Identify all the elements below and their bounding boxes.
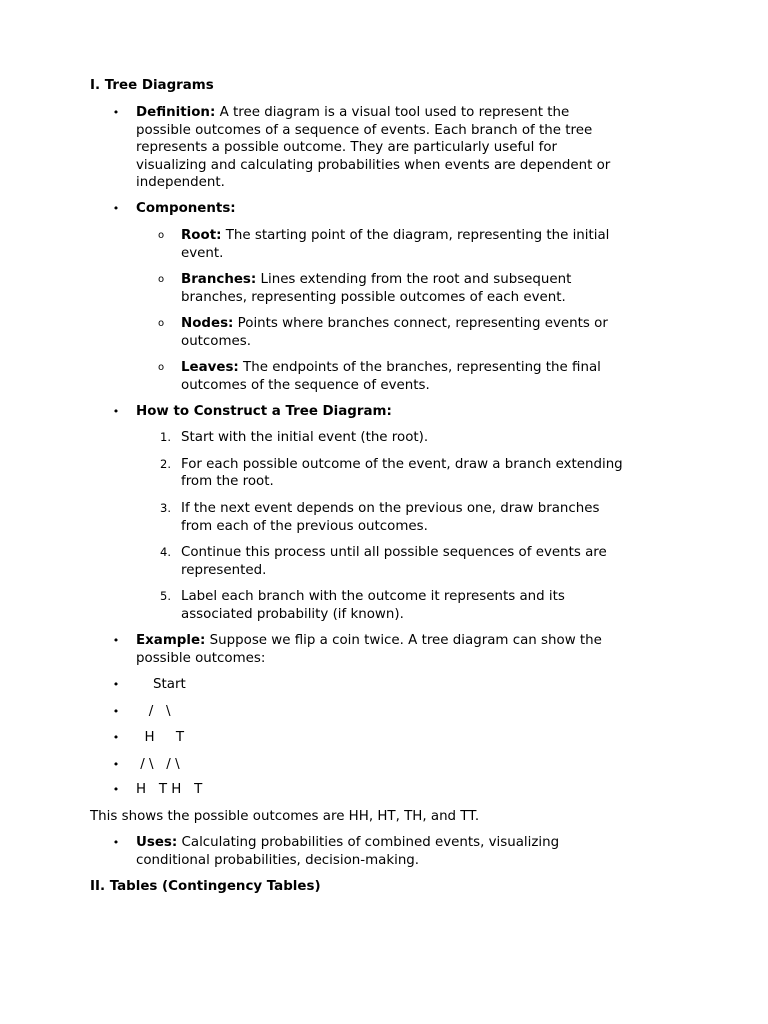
component-root-line-2: event. xyxy=(181,245,224,261)
section-heading-tables: II. Tables (Contingency Tables) xyxy=(90,879,321,894)
step-number: 1. xyxy=(160,430,171,444)
tree-line-1: Start xyxy=(136,677,186,692)
tree-line-3: H T xyxy=(136,730,185,745)
bullet: • xyxy=(112,704,120,718)
definition-label: Definition: xyxy=(136,105,216,120)
bullet: • xyxy=(112,757,120,771)
component-desc: Lines extending from the root and subsequent xyxy=(256,272,572,287)
step-1-line-1: Start with the initial event (the root). xyxy=(181,430,429,445)
component-desc: The endpoints of the branches, representing the final xyxy=(238,360,601,375)
step-2-line-2: from the root. xyxy=(181,474,274,489)
component-leaves xyxy=(181,359,601,377)
bullet: • xyxy=(112,678,120,691)
step-3-line-1: If the next event depends on the previous one, draw branches xyxy=(181,501,600,516)
component-term: Root: xyxy=(181,228,222,243)
step-4-line-2: represented. xyxy=(181,562,267,578)
component-branches xyxy=(181,271,571,289)
bullet: • xyxy=(112,783,120,796)
bullet: • xyxy=(112,202,120,215)
example-line-1 xyxy=(136,632,602,650)
example-text: Suppose we flip a coin twice. A tree diagram can show the xyxy=(205,633,602,648)
component-term: Nodes: xyxy=(181,316,234,331)
definition-text: A tree diagram is a visual tool used to represent the xyxy=(215,105,570,120)
step-number: 5. xyxy=(160,589,171,603)
component-leaves-line-2: outcomes of the sequence of events. xyxy=(181,377,430,393)
step-number: 3. xyxy=(160,501,171,515)
component-desc: Points where branches connect, representing events or xyxy=(233,316,608,331)
uses-label: Uses: xyxy=(136,835,178,850)
step-2-line-1: For each possible outcome of the event, draw a branch extending xyxy=(181,456,623,472)
sub-bullet: o xyxy=(157,274,165,285)
sub-bullet: o xyxy=(157,230,165,241)
uses-line-2: conditional probabilities, decision-making. xyxy=(136,852,420,868)
uses-text: Calculating probabilities of combined events, visualizing xyxy=(177,835,560,850)
bullet: • xyxy=(112,405,120,418)
component-root xyxy=(181,227,609,245)
tree-line-2: / \ xyxy=(136,703,171,719)
step-number: 4. xyxy=(160,545,171,559)
outcomes-paragraph: This shows the possible outcomes are HH, HT, TH, and TT. xyxy=(90,809,480,824)
component-desc: The starting point of the diagram, representing the initial xyxy=(221,228,610,243)
example-label: Example: xyxy=(136,633,206,648)
step-4-line-1: Continue this process until all possible sequences of events are xyxy=(181,545,607,560)
construct-label: How to Construct a Tree Diagram: xyxy=(136,404,392,419)
component-term: Leaves: xyxy=(181,360,239,375)
section-heading-tree-diagrams: I. Tree Diagrams xyxy=(90,78,214,93)
step-5-line-1: Label each branch with the outcome it represents and its xyxy=(181,589,565,604)
component-term: Branches: xyxy=(181,272,257,287)
component-nodes xyxy=(181,315,608,333)
step-3-line-2: from each of the previous outcomes. xyxy=(181,518,428,534)
step-number: 2. xyxy=(160,456,171,471)
definition-line-5: independent. xyxy=(136,175,225,190)
components-label: Components: xyxy=(136,201,236,216)
definition-line-3: represents a possible outcome. They are particularly useful for xyxy=(136,140,558,155)
uses-line-1 xyxy=(136,834,559,852)
definition-line-4: visualizing and calculating probabilities when events are dependent or xyxy=(136,157,611,173)
example-line-2: possible outcomes: xyxy=(136,650,266,666)
tree-line-4: / \ / \ xyxy=(136,756,180,772)
bullet: • xyxy=(112,634,120,647)
sub-bullet: o xyxy=(157,318,165,329)
bullet: • xyxy=(112,836,120,849)
definition-line-1 xyxy=(136,104,569,122)
definition-line-2: possible outcomes of a sequence of events. Each branch of the tree xyxy=(136,122,593,138)
component-branches-line-2: branches, representing possible outcomes of each event. xyxy=(181,289,566,305)
component-nodes-line-2: outcomes. xyxy=(181,333,252,349)
bullet: • xyxy=(112,731,120,744)
step-5-line-2: associated probability (if known). xyxy=(181,606,404,622)
tree-line-5: H T H T xyxy=(136,782,203,797)
bullet: • xyxy=(112,106,120,119)
sub-bullet: o xyxy=(157,362,165,373)
